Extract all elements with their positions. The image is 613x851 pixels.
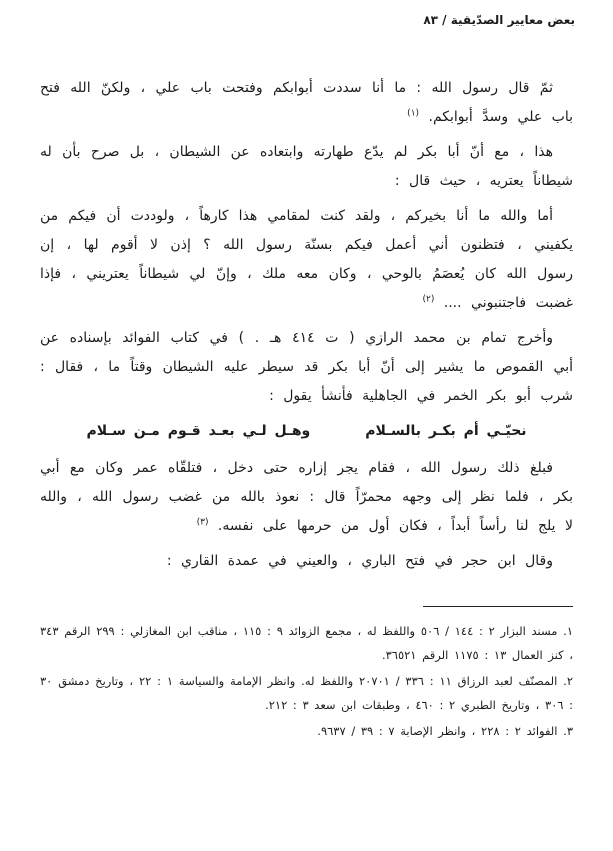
paragraph-text: وقال ابن حجر في فتح الباري ، والعيني في عمدة القاري : xyxy=(166,553,553,569)
poetry-hemistich-1: نحيّـي أم بكـر بالسـلام xyxy=(365,423,527,439)
poetry-hemistich-2: وهـل لـي بعـد قـوم مـن سـلام xyxy=(86,423,311,439)
paragraph-text: أما والله ما أنا بخيركم ، ولقد كنت لمقامي هذا كارهاً ، ولوددت أن فيكم من يكفيني ، فتظنون أني أعمل فيكم بسنّة رسول الله ؟ إذن لا أقوم لها ، إن رسول الله كان يُعصَمُ بالوحي ، وكان معه ملك ، وإنّ لي شيطاناً يعتريني ، فإذا غضبت فاجتنبوني .... xyxy=(40,208,573,311)
footnote-marker-1: (١) xyxy=(407,108,420,119)
footnote-marker-3: (٣) xyxy=(196,517,209,528)
paragraph-text: فبلغ ذلك رسول الله ، فقام يجر إزاره حتى دخل ، فتلقّاه عمر وكان مع أبي بكر ، فلما نظر إلى وجهه محمرّاً قال : نعوذ بالله من غضب رسول الله ، والله لا يلج لنا رأساً أبداً ، فكان أول من حرمها على نفسه. xyxy=(40,460,573,534)
paragraph-5 xyxy=(40,454,573,541)
page-header xyxy=(423,13,575,27)
paragraph-3 xyxy=(40,202,573,318)
page-body xyxy=(40,74,573,582)
paragraph-4 xyxy=(40,324,573,411)
paragraph-text: هذا ، مع أنّ أبا بكر لم يدّع طهارته وابتعاده عن الشيطان ، بل صرح بأن له شيطاناً يعتريه ، حيث قال : xyxy=(40,144,573,189)
paragraph-6 xyxy=(40,547,573,576)
paragraph-text: وأخرج تمام بن محمد الرازي ( ت ٤١٤ هـ . ) في كتاب الفوائد بإسناده عن أبي القموص ما يشير إلى أنّ أبا بكر قد سيطر عليه الشيطان وقتاً ما ، فقال : شرب أبو بكر الخمر في الجاهلية فأنشأ يقول : xyxy=(40,330,573,404)
footnote-separator-rule xyxy=(423,606,573,607)
paragraph-text: ثمّ قال رسول الله : ما أنا سددت أبوابكم وفتحت باب علي ، ولكنّ الله فتح باب علي وسدَّ أبوابكم. xyxy=(40,80,573,125)
footnote-marker-2: (٢) xyxy=(422,294,435,305)
running-head-title: بعض معايير الصدّيقية / ٨٣ xyxy=(423,13,575,27)
paragraph-2 xyxy=(40,138,573,196)
footnotes-section xyxy=(40,606,573,745)
footnote-3: ٣. الفوائد ٢ : ٢٢٨ ، وانظر الإصابة ٧ : ٣٩ / ٩٦٣٧. xyxy=(317,724,573,738)
paragraph-1 xyxy=(40,74,573,132)
footnote-2: ٢. المصنّف لعبد الرزاق ١١ : ٣٣٦ / ٢٠٧٠١ واللفظ له. وانظر الإمامة والسياسة ١ : ٢٢ ، وتاريخ دمشق ٣٠ : ٣٠٦ ، وتاريخ الطبري ٢ : ٤٦٠ ، وطبقات ابن سعد ٣ : ٢١٢. xyxy=(40,674,573,712)
footnote-1: ١. مسند البزار ٢ : ١٤٤ / ٥٠٦ واللفظ له ، مجمع الزوائد ٩ : ١١٥ ، مناقب ابن المغازلي : ٢٩٩ الرقم ٣٤٣ ، كنز العمال ١٣ : ١١٧٥ الرقم ٣٦٥٢١. xyxy=(40,624,574,662)
poetry-verse xyxy=(40,417,573,446)
